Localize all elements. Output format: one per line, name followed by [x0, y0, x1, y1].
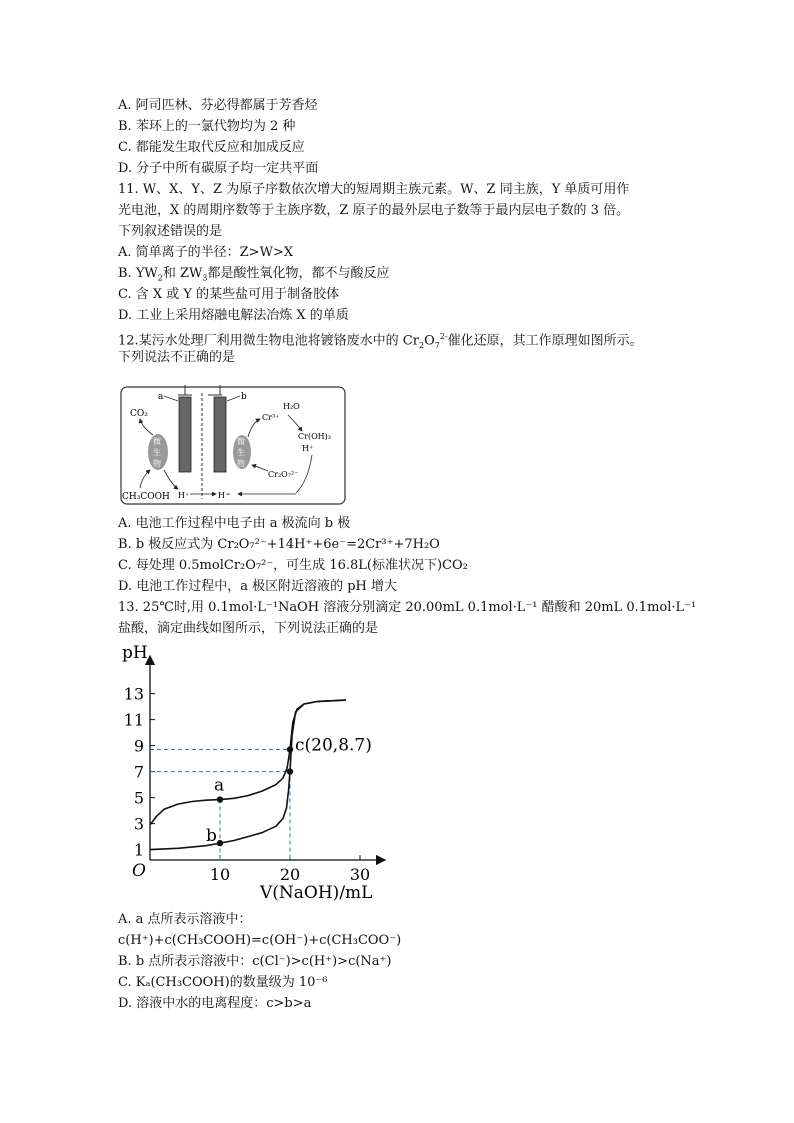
y-tick-label: 13	[123, 684, 144, 704]
q12-option-b: B. b 极反应式为 Cr₂O₇²⁻+14H⁺+6e⁻=2Cr³⁺+7H₂O	[118, 537, 440, 552]
q13-option-b: B. b 点所表示溶液中：c(Cl⁻)>c(H⁺)>c(Na⁺)	[118, 954, 392, 969]
cr3-label: Cr³⁺	[262, 413, 280, 422]
q10-option-b: B. 苯环上的一氯代物均为 2 种	[118, 119, 296, 134]
q13-option-a-line2: c(H⁺)+c(CH₃COOH)=c(OH⁻)+c(CH₃COO⁻)	[118, 933, 402, 948]
label-b: b	[241, 392, 247, 402]
q11-stem-line1: 11. W、X、Y、Z 为原子序数依次增大的短周期主族元素。W、Z 同主族，Y 单质可用作	[118, 182, 630, 197]
q10-option-c: C. 都能发生取代反应和加成反应	[118, 140, 305, 155]
q12-option-c: C. 每处理 0.5molCr₂O₇²⁻，可生成 16.8L(标准状况下)CO₂	[118, 558, 468, 573]
data-point	[287, 746, 293, 752]
y-tick-label: 11	[123, 710, 144, 730]
label-a: a	[158, 392, 164, 402]
q11-stem-line3: 下列叙述错误的是	[118, 224, 223, 239]
x-tick-label: 10	[209, 865, 231, 884]
svg-text:物: 物	[237, 459, 245, 468]
titration-chart	[110, 640, 400, 902]
h-plus-right: H⁺	[302, 444, 314, 453]
y-axis-label: pH	[122, 643, 148, 663]
data-point	[287, 768, 293, 774]
data-point	[217, 796, 223, 802]
q13-stem-line2: 盐酸，滴定曲线如图所示，下列说法正确的是	[118, 621, 379, 636]
point-label: b	[206, 826, 217, 847]
h-plus-mid: H⁺	[218, 491, 230, 500]
q12-stem-line1: 12.某污水处理厂利用微生物电池将镀铬废水中的 $Cr_2O_7^{2-}$催化还原，其工作原理如图所示。	[118, 332, 643, 350]
co2-label: CO₂	[130, 409, 148, 419]
q11-option-d: D. 工业上采用熔融电解法冶炼 X 的单质	[118, 308, 349, 323]
y-tick-label: 7	[133, 762, 144, 782]
svg-text:生: 生	[153, 448, 161, 457]
q13-option-a-line1: A. a 点所表示溶液中：	[118, 912, 252, 927]
svg-text:微: 微	[237, 437, 245, 446]
svg-text:物: 物	[153, 459, 161, 468]
electrode-b	[214, 397, 226, 472]
q13-stem-line1: 13. 25℃时,用 0.1mol·L⁻¹NaOH 溶液分别滴定 20.00mL 0.1mol·L⁻¹ 醋酸和 20mL 0.1mol·L⁻¹	[118, 600, 697, 615]
q11-option-c: C. 含 X 或 Y 的某些盐可用于制备胶体	[118, 287, 340, 302]
croh3-label: Cr(OH)₃	[298, 432, 331, 441]
y-tick-label: 5	[133, 788, 144, 808]
q10-option-d: D. 分子中所有碳原子均一定共平面	[118, 161, 319, 176]
titration-curve-1	[150, 700, 346, 825]
electrode-a	[179, 397, 191, 472]
acetic-label: CH₃COOH	[122, 492, 170, 502]
svg-text:微: 微	[153, 437, 161, 446]
y-tick-label: 3	[133, 814, 144, 834]
q10-option-a: A. 阿司匹林、芬必得都属于芳香烃	[118, 98, 318, 113]
q13-option-d: D. 溶液中水的电离程度：c>b>a	[118, 996, 312, 1011]
microbial-fuel-cell-diagram	[120, 385, 346, 505]
q12-option-d: D. 电池工作过程中，a 极区附近溶液的 pH 增大	[118, 579, 398, 594]
y-tick-label: 1	[133, 840, 144, 860]
q11-option-a: A. 简单离子的半径：Z>W>X	[118, 245, 294, 260]
cr2o7-label: Cr₂O₇²⁻	[268, 470, 299, 479]
x-axis-label: V(NaOH)/mL	[260, 883, 373, 902]
q11-stem-line2: 光电池，X 的周期序数等于主族序数，Z 原子的最外层电子数等于最内层电子数的 3 倍。	[118, 203, 630, 218]
q13-option-c: C. Kₐ(CH₃COOH)的数量级为 10⁻⁶	[118, 975, 328, 990]
svg-text:生: 生	[237, 448, 245, 457]
origin-label: O	[132, 861, 146, 881]
y-tick-label: 9	[133, 736, 144, 756]
h-plus-left: H⁺	[178, 491, 190, 500]
point-label: a	[214, 775, 225, 796]
point-label: c(20,8.7)	[295, 735, 372, 756]
h2o-label: H₂O	[283, 402, 300, 411]
x-tick-label: 30	[349, 865, 371, 884]
titration-curve-2	[150, 700, 346, 850]
q12-stem-line2: 下列说法不正确的是	[118, 350, 236, 365]
data-point	[217, 840, 223, 846]
x-tick-label: 20	[279, 865, 301, 884]
q12-option-a: A. 电池工作过程中电子由 a 极流向 b 极	[118, 516, 351, 531]
q11-option-b: B. $YW_2$和 $ZW_3$都是酸性氧化物，都不与酸反应	[118, 266, 390, 283]
